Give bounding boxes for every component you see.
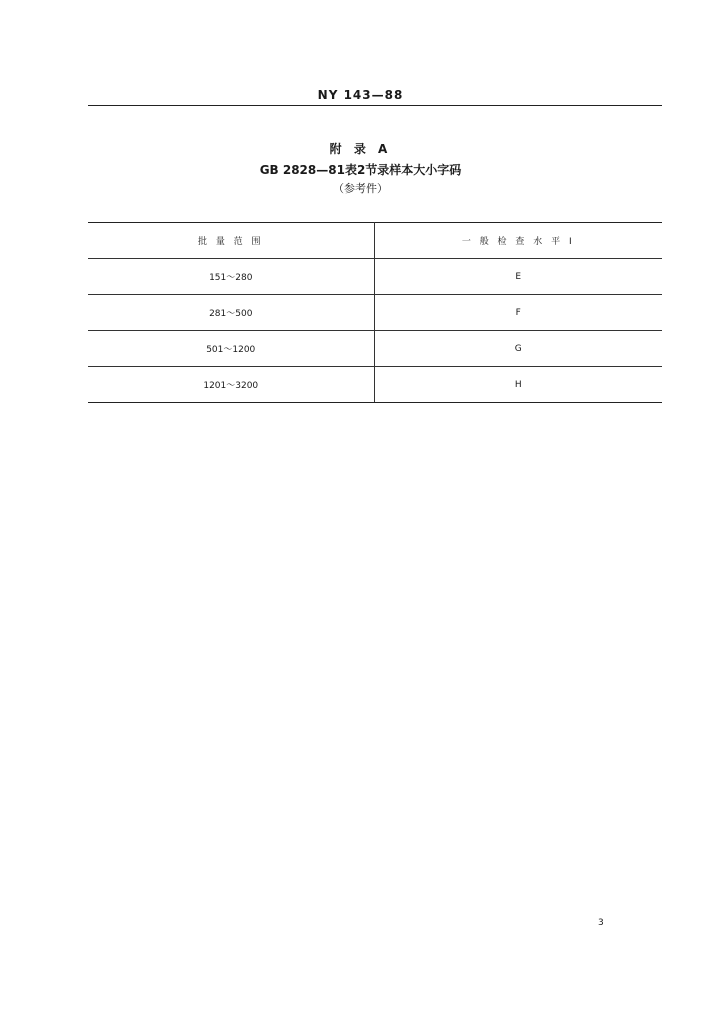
table-header-row (88, 223, 662, 259)
code-letter-cell: F (374, 295, 662, 331)
table-row (88, 295, 662, 331)
batch-range-cell: 151～280 (88, 259, 374, 295)
sample-code-table (88, 222, 662, 403)
table-row (88, 331, 662, 367)
code-letter-cell: G (374, 331, 662, 367)
header-code: NY 143—88 (317, 88, 404, 102)
table-row (88, 367, 662, 403)
code-letter-cell: H (374, 367, 662, 403)
batch-range-cell: 1201～3200 (88, 367, 374, 403)
header-rule (88, 105, 662, 106)
table-row (88, 259, 662, 295)
appendix-title: 附 录 A (329, 142, 392, 156)
column-header-batch-range: 批 量 范 围 (88, 223, 374, 259)
column-header-inspection-level: 一 般 检 查 水 平 Ⅰ (374, 223, 662, 259)
appendix-subtitle: GB 2828—81表2节录样本大小字码 (259, 163, 462, 177)
appendix-note: （参考件） (333, 182, 388, 195)
code-letter-cell: E (374, 259, 662, 295)
batch-range-cell: 501～1200 (88, 331, 374, 367)
batch-range-cell: 281～500 (88, 295, 374, 331)
page-number: 3 (598, 918, 604, 928)
